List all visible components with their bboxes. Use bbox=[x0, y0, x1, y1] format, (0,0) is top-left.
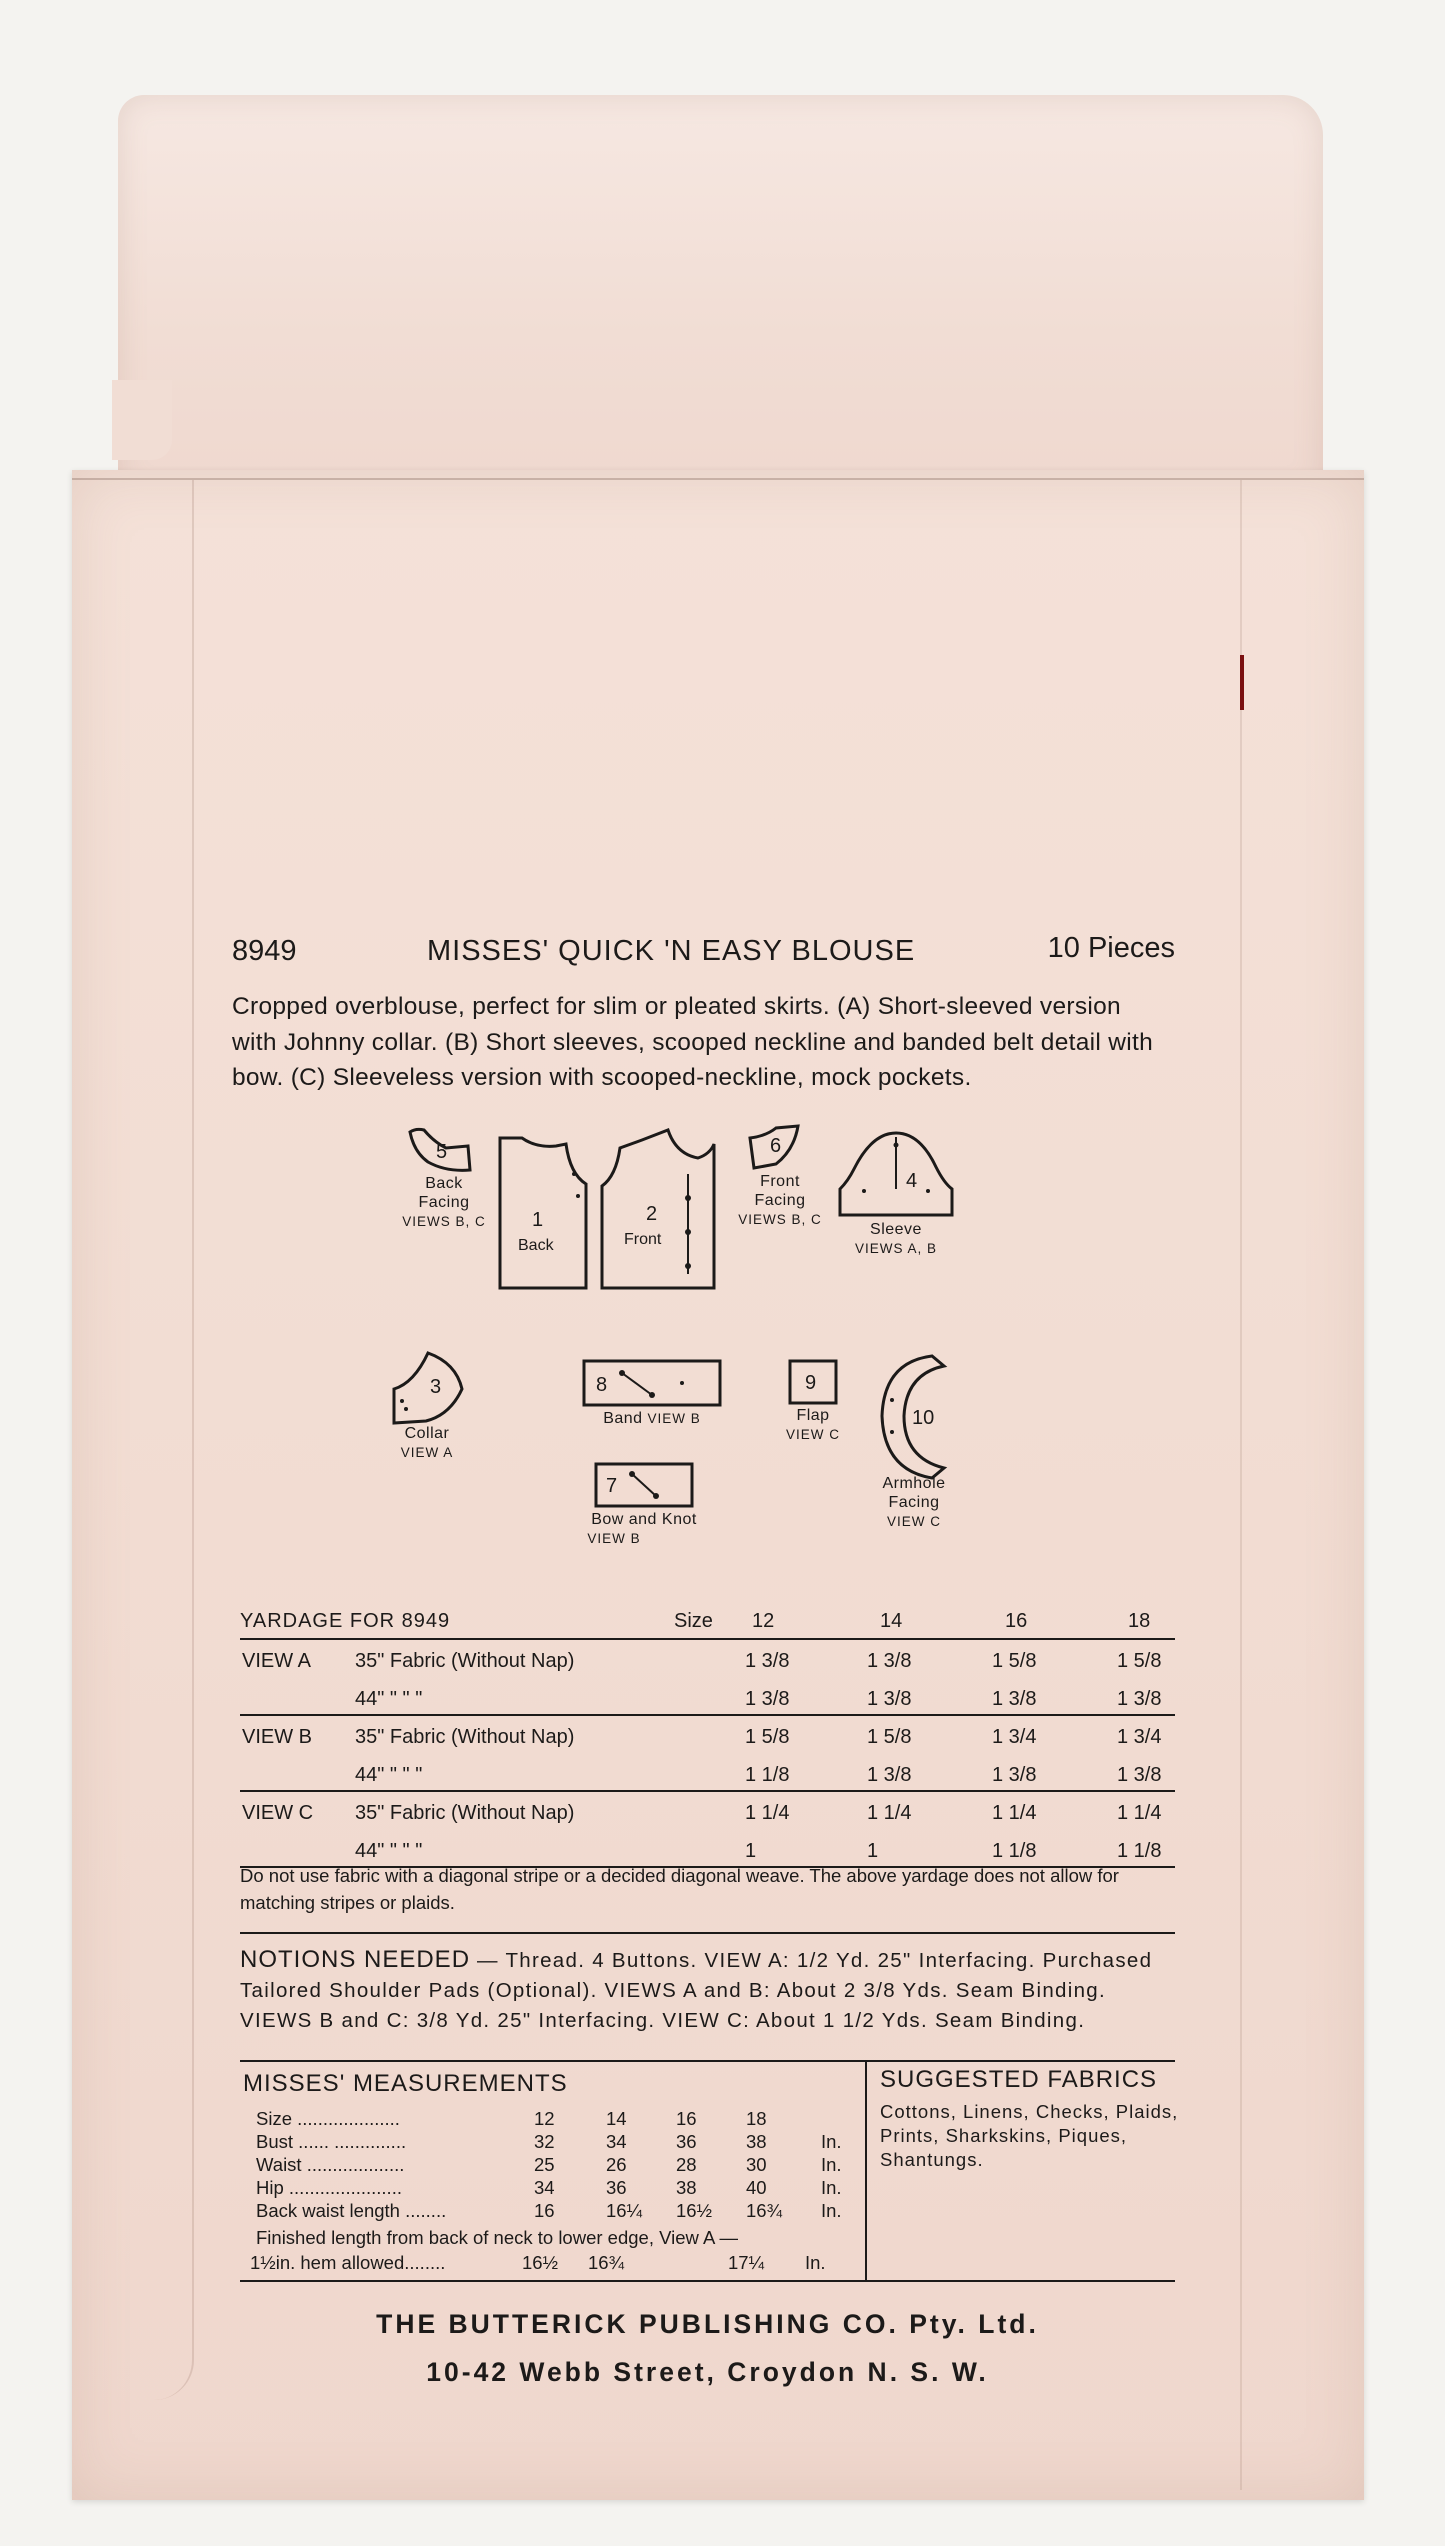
yardage-value: 1 3/4 bbox=[1117, 1726, 1162, 1748]
measurement-value: 16½ bbox=[522, 2252, 559, 2273]
measurements-heading: MISSES' MEASUREMENTS bbox=[243, 2070, 568, 2097]
table-rule bbox=[240, 1638, 1175, 1640]
measurement-label: Bust ...... .............. bbox=[256, 2131, 407, 2152]
size-12: 12 bbox=[752, 1610, 775, 1632]
measurement-unit: In. bbox=[805, 2252, 826, 2273]
yardage-value: 1 3/8 bbox=[867, 1764, 912, 1786]
measurement-unit: In. bbox=[821, 2154, 842, 2175]
yardage-value: 1 1/8 bbox=[1117, 1840, 1162, 1862]
yardage-value: 1 1/4 bbox=[1117, 1802, 1162, 1824]
yardage-note: Do not use fabric with a diagonal stripe or a decided diagonal weave. The above yardage does not allow for matching stripes or plaids. bbox=[240, 1865, 1119, 1913]
publisher-address: 10-42 Webb Street, Croydon N. S. W. bbox=[426, 2357, 989, 2387]
yardage-value: 1 1/4 bbox=[745, 1802, 790, 1824]
section-rule bbox=[240, 1932, 1175, 1934]
measurement-label: 1½in. hem allowed........ bbox=[250, 2252, 446, 2273]
measurement-value: 18 bbox=[746, 2108, 767, 2129]
measurement-value: 16¾ bbox=[588, 2252, 625, 2273]
size-16: 16 bbox=[1005, 1610, 1028, 1632]
notions-heading: NOTIONS NEEDED bbox=[240, 1946, 471, 1973]
measurement-value: 38 bbox=[746, 2131, 767, 2152]
pieces-count: 10 Pieces bbox=[1047, 932, 1175, 964]
measurement-value: 16 bbox=[534, 2200, 555, 2221]
piece-number: 3 bbox=[430, 1375, 442, 1398]
measurements-section bbox=[240, 2062, 1179, 2287]
piece-views: VIEWS B, C bbox=[402, 1213, 486, 1229]
yardage-value: 1 3/8 bbox=[867, 1688, 912, 1710]
piece-number: 10 bbox=[912, 1406, 935, 1429]
piece-number: 7 bbox=[606, 1474, 618, 1497]
fabric-width: 35" Fabric (Without Nap) bbox=[355, 1726, 575, 1748]
fabric-width: 35" Fabric (Without Nap) bbox=[355, 1650, 575, 1672]
view-label: VIEW A bbox=[242, 1650, 311, 1672]
pattern-title: MISSES' QUICK 'N EASY BLOUSE bbox=[427, 935, 916, 967]
view-label: VIEW B bbox=[242, 1726, 313, 1748]
yardage-row bbox=[240, 1764, 1175, 1800]
yardage-value: 1 3/4 bbox=[992, 1726, 1037, 1748]
pattern-number: 8949 bbox=[232, 935, 297, 967]
yardage-row bbox=[240, 1802, 1175, 1838]
measurement-value: 16¼ bbox=[606, 2200, 643, 2221]
yardage-value: 1 1/8 bbox=[992, 1840, 1037, 1862]
pattern-description: Cropped overblouse, perfect for slim or pleated skirts. (A) Short-sleeved version with Johnny collar. (B) Short sleeves, scooped neckline and banded belt detail with bow. (C) Sleeveless version with scooped-neckline, mock pockets. bbox=[232, 993, 1154, 1091]
piece-number: 6 bbox=[770, 1134, 782, 1157]
measurement-value: 16 bbox=[676, 2108, 697, 2129]
yardage-value: 1 1/4 bbox=[992, 1802, 1037, 1824]
table-rule bbox=[240, 1790, 1175, 1792]
piece-name: Front Facing bbox=[754, 1172, 806, 1209]
notions-text: — Thread. 4 Buttons. VIEW A: 1/2 Yd. 25" Interfacing. Purchased Tailored Shoulder Pads (Optional). VIEWS A and B: About 2 3/8 Yds. Seam Binding. VIEWS B and C: 3/8 Yd. 25" Interfacing. VIEW C: About 1 1/2 Yds. Seam Binding. bbox=[240, 1949, 1153, 2032]
flap-tab bbox=[112, 380, 172, 460]
view-label: VIEW C bbox=[242, 1802, 314, 1824]
size-14: 14 bbox=[880, 1610, 903, 1632]
publisher-footer bbox=[240, 2300, 1175, 2396]
lower-section bbox=[240, 0, 1179, 2546]
yardage-row bbox=[240, 1726, 1175, 1762]
yardage-value: 1 5/8 bbox=[1117, 1650, 1162, 1672]
suggested-fabrics-heading: SUGGESTED FABRICS bbox=[880, 2066, 1158, 2093]
piece-views: VIEW B bbox=[647, 1410, 701, 1426]
yardage-value: 1 5/8 bbox=[745, 1726, 790, 1748]
fabric-width: 44" " " " bbox=[355, 1764, 423, 1786]
piece-name: Back Facing bbox=[418, 1174, 470, 1211]
piece-name: Armhole Facing bbox=[882, 1474, 946, 1511]
yardage-value: 1 3/8 bbox=[745, 1650, 790, 1672]
yardage-header-row bbox=[240, 1610, 1175, 1646]
piece-name: Band bbox=[603, 1409, 643, 1427]
section-rule bbox=[240, 2280, 1175, 2282]
measurement-value: 17¼ bbox=[728, 2252, 765, 2273]
piece-name: Sleeve bbox=[870, 1220, 922, 1238]
measurement-value: 28 bbox=[676, 2154, 697, 2175]
measurement-value: 25 bbox=[534, 2154, 555, 2175]
yardage-title: YARDAGE FOR 8949 bbox=[240, 1610, 451, 1632]
notions-needed bbox=[240, 1945, 1175, 2036]
measurement-value: 38 bbox=[676, 2177, 697, 2198]
measurement-value: 40 bbox=[746, 2177, 767, 2198]
measurement-value: 34 bbox=[606, 2131, 627, 2152]
yardage-value: 1 3/8 bbox=[1117, 1764, 1162, 1786]
piece-name: Front bbox=[624, 1230, 662, 1248]
publisher-name: THE BUTTERICK PUBLISHING CO. Pty. Ltd. bbox=[376, 2309, 1039, 2339]
measurement-value: 16¾ bbox=[746, 2200, 783, 2221]
size-18: 18 bbox=[1128, 1610, 1151, 1632]
yardage-row bbox=[240, 1650, 1175, 1686]
measurement-value: 30 bbox=[746, 2154, 767, 2175]
suggested-fabrics-list: Cottons, Linens, Checks, Plaids, Prints, Sharkskins, Piques, Shantungs. bbox=[880, 2101, 1179, 2170]
piece-number: 5 bbox=[436, 1140, 448, 1163]
measurement-value: 36 bbox=[676, 2131, 697, 2152]
piece-name: Collar bbox=[404, 1424, 450, 1442]
piece-name: Flap bbox=[796, 1406, 830, 1424]
measurement-value: 16½ bbox=[676, 2200, 713, 2221]
fabric-width: 44" " " " bbox=[355, 1688, 423, 1710]
yardage-row bbox=[240, 1688, 1175, 1724]
yardage-value: 1 3/8 bbox=[745, 1688, 790, 1710]
piece-number: 8 bbox=[596, 1373, 608, 1396]
measurement-label: Waist ................... bbox=[256, 2154, 405, 2175]
measurement-value: 12 bbox=[534, 2108, 555, 2129]
piece-name: Back bbox=[518, 1236, 554, 1254]
piece-views: VIEWS B, C bbox=[738, 1211, 822, 1227]
piece-number: 1 bbox=[532, 1208, 544, 1231]
suggested-fabrics bbox=[880, 2066, 1180, 2172]
yardage-value: 1 5/8 bbox=[992, 1650, 1037, 1672]
measurement-value: 26 bbox=[606, 2154, 627, 2175]
piece-number: 9 bbox=[805, 1371, 817, 1394]
piece-views: VIEW A bbox=[400, 1444, 454, 1460]
measurement-unit: In. bbox=[821, 2177, 842, 2198]
yardage-value: 1 5/8 bbox=[867, 1726, 912, 1748]
measurement-label: Size .................... bbox=[256, 2108, 400, 2129]
yardage-value: 1 3/8 bbox=[992, 1688, 1037, 1710]
piece-name: Bow and Knot bbox=[591, 1510, 697, 1528]
yardage-value: 1 3/8 bbox=[992, 1764, 1037, 1786]
yardage-value: 1 3/8 bbox=[1117, 1688, 1162, 1710]
fabric-width: 44" " " " bbox=[355, 1840, 423, 1862]
measurement-value: 34 bbox=[534, 2177, 555, 2198]
piece-number: 4 bbox=[906, 1169, 918, 1192]
measurement-value: 36 bbox=[606, 2177, 627, 2198]
measurement-value: 32 bbox=[534, 2131, 555, 2152]
piece-views: VIEWS A, B bbox=[854, 1240, 938, 1256]
yardage-value: 1 1/4 bbox=[867, 1802, 912, 1824]
envelope-fold-left bbox=[72, 480, 194, 2400]
measurement-unit: In. bbox=[821, 2131, 842, 2152]
column-divider bbox=[865, 2062, 867, 2282]
envelope-fold-right bbox=[1240, 480, 1366, 2490]
red-mark bbox=[1240, 655, 1244, 710]
finished-length-text: Finished length from back of neck to lower edge, View A — bbox=[256, 2227, 738, 2248]
yardage-value: 1 1/8 bbox=[745, 1764, 790, 1786]
piece-views: VIEW B bbox=[587, 1530, 641, 1546]
piece-views: VIEW C bbox=[886, 1513, 941, 1529]
measurement-label: Hip ...................... bbox=[256, 2177, 402, 2198]
table-rule bbox=[240, 1714, 1175, 1716]
yardage-value: 1 3/8 bbox=[867, 1650, 912, 1672]
yardage-value: 1 bbox=[745, 1840, 757, 1862]
piece-number: 2 bbox=[646, 1202, 658, 1225]
measurement-label: Back waist length ........ bbox=[256, 2200, 447, 2221]
size-label: Size bbox=[674, 1610, 713, 1632]
yardage-value: 1 bbox=[867, 1840, 879, 1862]
fabric-width: 35" Fabric (Without Nap) bbox=[355, 1802, 575, 1824]
measurement-unit: In. bbox=[821, 2200, 842, 2221]
measurement-value: 14 bbox=[606, 2108, 627, 2129]
piece-views: VIEW C bbox=[785, 1426, 840, 1442]
